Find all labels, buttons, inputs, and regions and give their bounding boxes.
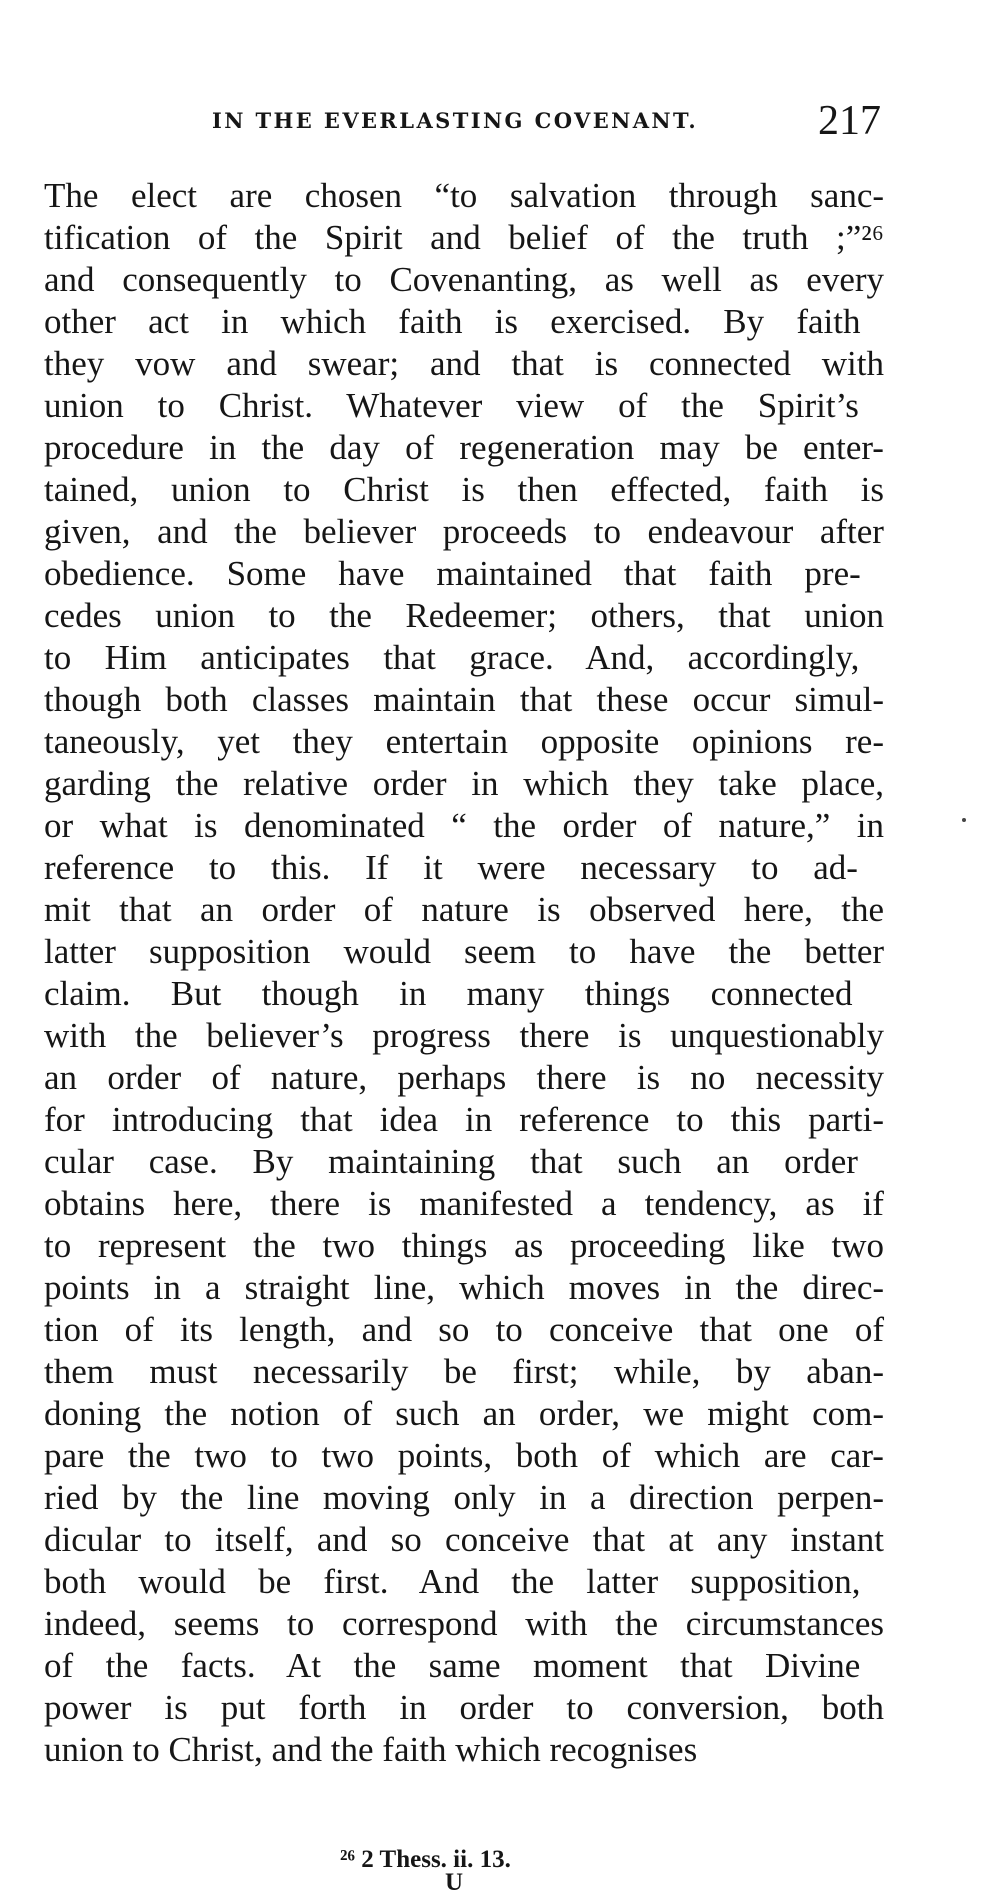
text-line: mit that an order of nature is observed here, the (44, 890, 885, 929)
text-line: both would be first. And the latter supposition, (44, 1562, 861, 1601)
text-line: obtains here, there is manifested a tendency, as if (44, 1184, 884, 1223)
text-line: garding the relative order in which they take place, (44, 764, 885, 803)
text-line: dicular to itself, and so conceive that at any instant (44, 1520, 885, 1559)
text-line: power is put forth in order to conversion, both (44, 1688, 885, 1727)
text-line: tification of the Spirit and belief of the truth ;”²⁶ (44, 218, 885, 257)
text-line: or what is denominated “ the order of nature,” in (44, 806, 884, 845)
text-line: tion of its length, and so to conceive that one of (44, 1310, 885, 1349)
text-line: ried by the line moving only in a direction perpen- (44, 1478, 884, 1517)
text-line: latter supposition would seem to have the better (44, 932, 885, 971)
text-line: they vow and swear; and that is connected with (44, 344, 884, 383)
text-line: for introducing that idea in reference to this parti- (44, 1100, 884, 1139)
page-number: 217 (818, 98, 881, 144)
text-line: indeed, seems to correspond with the circumstances (44, 1604, 884, 1643)
text-line: cedes union to the Redeemer; others, that union (44, 596, 885, 635)
text-line: obedience. Some have maintained that faith pre- (44, 554, 861, 593)
text-line: pare the two to two points, both of which are car- (44, 1436, 884, 1475)
text-line: other act in which faith is exercised. By faith (44, 302, 861, 341)
text-line: union to Christ. Whatever view of the Spirit’s (44, 386, 859, 425)
print-speck (962, 818, 966, 822)
text-line: union to Christ, and the faith which recognises (44, 1730, 698, 1769)
text-line: cular case. By maintaining that such an order (44, 1142, 858, 1181)
text-line: procedure in the day of regeneration may be enter- (44, 428, 884, 467)
text-line: to Him anticipates that grace. And, accordingly, (44, 638, 860, 677)
text-line: points in a straight line, which moves in the direc- (44, 1268, 885, 1307)
text-line: taneously, yet they entertain opposite opinions re- (44, 722, 884, 761)
running-head-title: IN THE EVERLASTING COVENANT. (212, 108, 699, 133)
body-text (44, 175, 884, 1771)
text-line: to represent the two things as proceeding like two (44, 1226, 885, 1265)
text-line: of the facts. At the same moment that Divine (44, 1646, 861, 1685)
signature-mark: U (445, 1869, 464, 1896)
text-line: an order of nature, perhaps there is no necessity (44, 1058, 884, 1097)
text-line: and consequently to Covenanting, as well as every (44, 260, 885, 299)
text-line: reference to this. If it were necessary to ad- (44, 848, 858, 887)
text-line: tained, union to Christ is then effected, faith is (44, 470, 885, 509)
footnote: ²⁶ 2 Thess. ii. 13. (340, 1846, 511, 1873)
text-line: doning the notion of such an order, we might com- (44, 1394, 884, 1433)
text-line: them must necessarily be first; while, by aban- (44, 1352, 884, 1391)
text-line: though both classes maintain that these occur simul- (44, 680, 885, 719)
text-line: The elect are chosen “to salvation through sanc- (44, 176, 885, 215)
text-line: with the believer’s progress there is unquestionably (44, 1016, 884, 1055)
text-line: given, and the believer proceeds to endeavour after (44, 512, 884, 551)
text-line: claim. But though in many things connected (44, 974, 853, 1013)
